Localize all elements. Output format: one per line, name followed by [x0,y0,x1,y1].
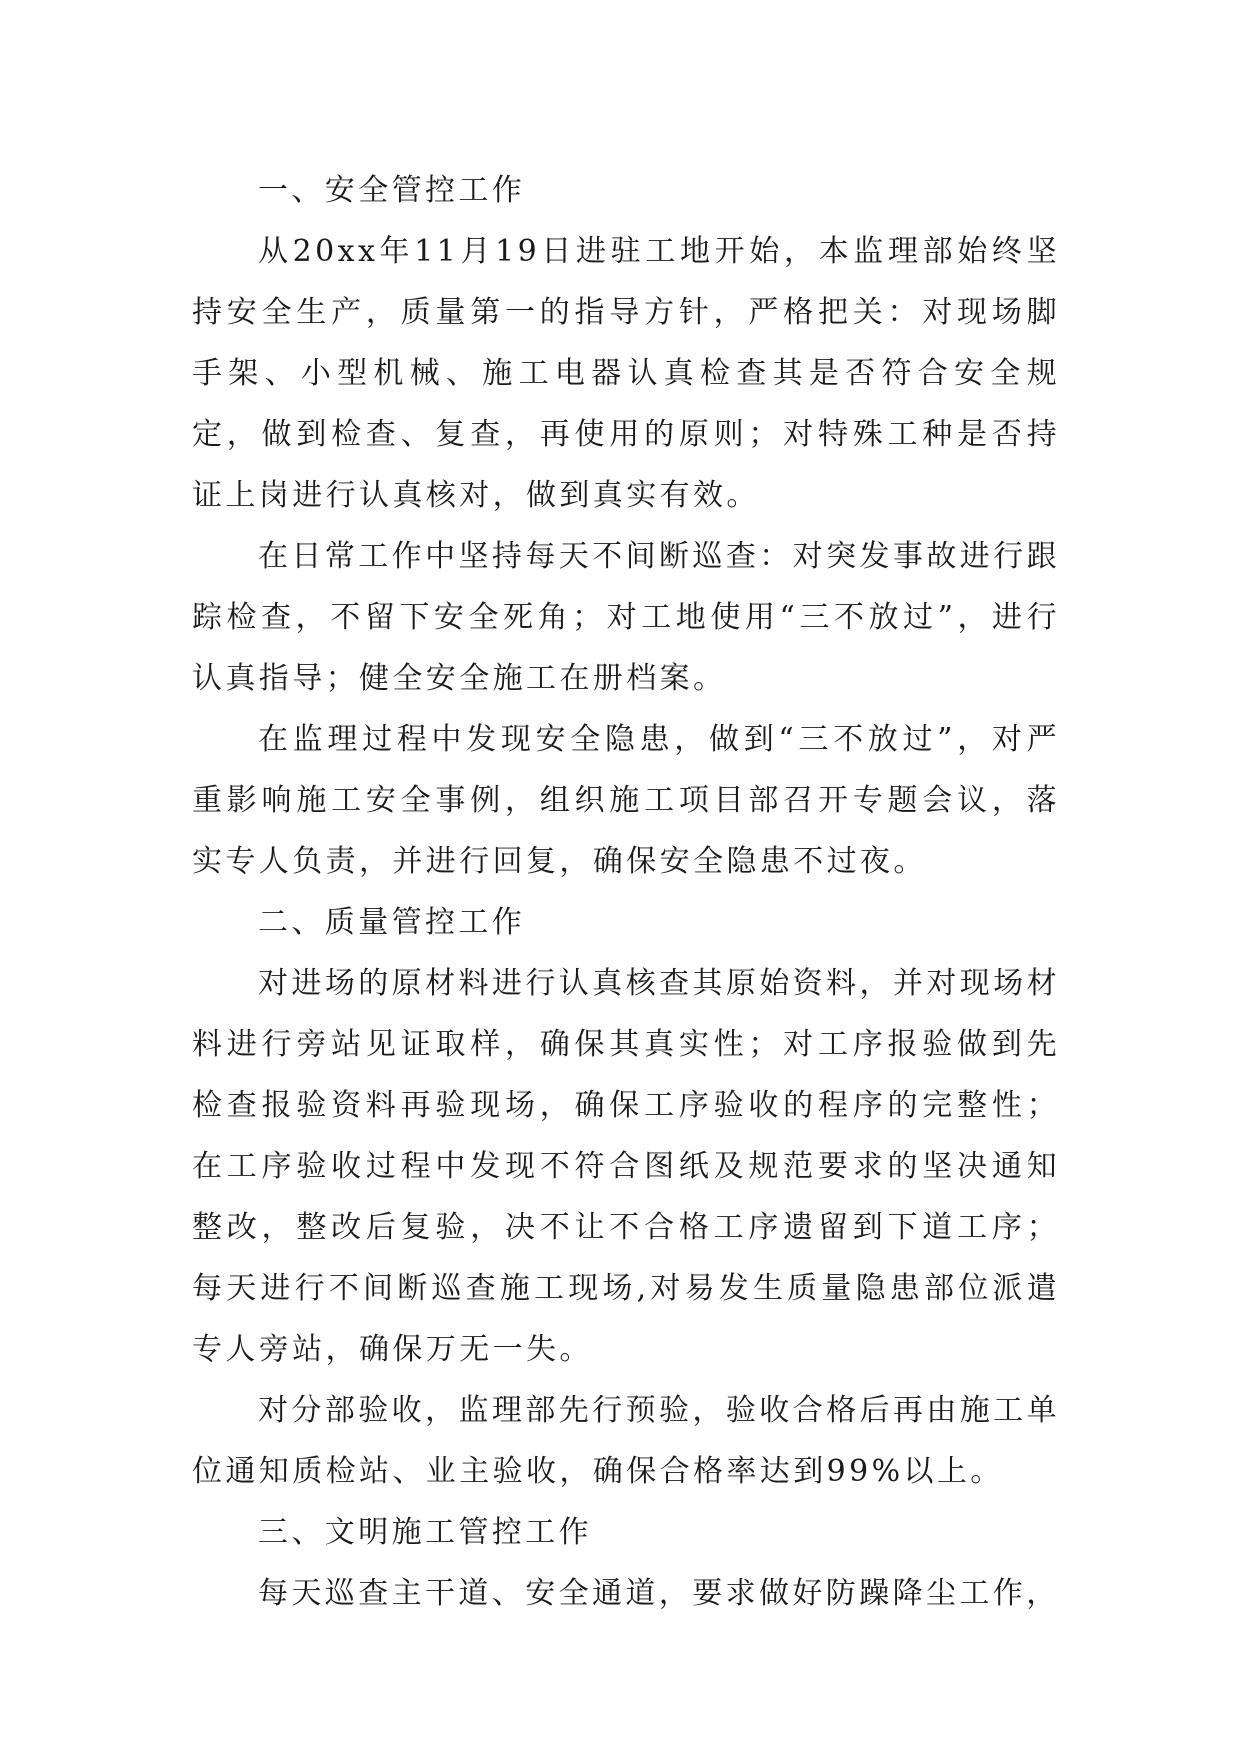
paragraph-daily-patrol: 每天巡查主干道、安全通道，要求做好防躁降尘工作， [258,1576,1060,1611]
section-heading-civilized-construction: 三、文明施工管控工作 [258,1515,592,1550]
paragraph-material-inspection: 对进场的原材料进行认真核查其原始资料，并对现场材料进行旁站见证取样，确保其真实性；对工序报验做到先检查报验资料再验现场，确保工序验收的程序的完整性；在工序验收过程中发现不符合图纸及规范要求的坚决通知整改，整改后复验，决不让不合格工序遗留到下道工序；每天进行不间断巡查施工现场,对易发生质量隐患部位派遣专人旁站，确保万无一失。 [192,966,1060,1367]
paragraph-safety-overview: 从20xx年11月19日进驻工地开始，本监理部始终坚持安全生产，质量第一的指导方针，严格把关：对现场脚手架、小型机械、施工电器认真检查其是否符合安全规定，做到检查、复查，再使用的原则；对特殊工种是否持证上岗进行认真核对，做到真实有效。 [192,234,1060,513]
paragraph-daily-inspection: 在日常工作中坚持每天不间断巡查：对突发事故进行跟踪检查，不留下安全死角；对工地使用“三不放过”，进行认真指导；健全安全施工在册档案。 [192,539,1060,696]
document-body [192,160,1060,1624]
paragraph-hazard-handling: 在监理过程中发现安全隐患，做到“三不放过”，对严重影响施工安全事例，组织施工项目部召开专题会议，落实专人负责，并进行回复，确保安全隐患不过夜。 [192,722,1060,879]
paragraph-acceptance: 对分部验收，监理部先行预验，验收合格后再由施工单位通知质检站、业主验收，确保合格率达到99%以上。 [192,1393,1060,1489]
section-heading-safety: 一、安全管控工作 [258,173,526,208]
section-heading-quality: 二、质量管控工作 [258,905,526,940]
